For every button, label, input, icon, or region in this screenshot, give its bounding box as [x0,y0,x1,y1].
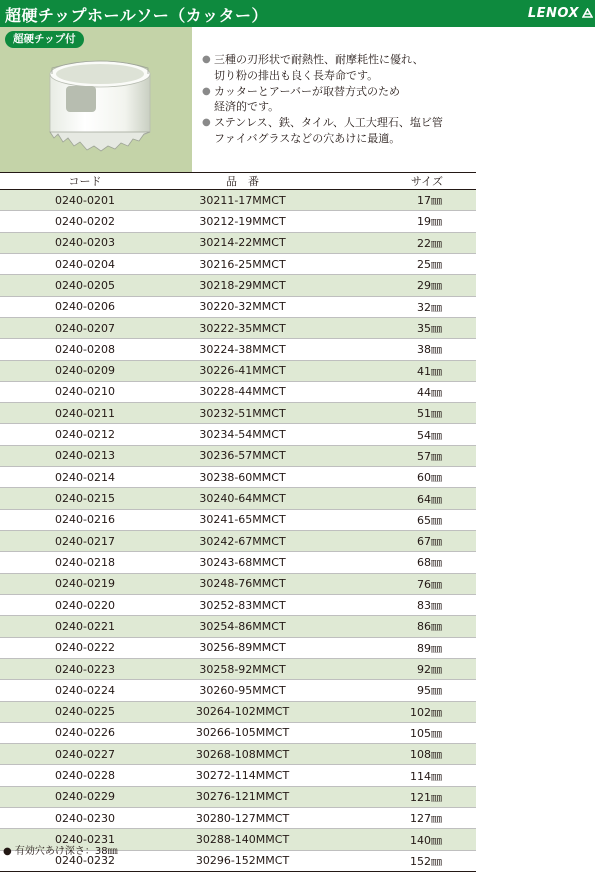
cell-part-number: 30264-102MMCT [170,701,315,722]
cell-size: 51㎜ [315,403,476,424]
cell-size: 65㎜ [315,509,476,530]
drilling-depth-note: ● 有効穴あけ深さ：38㎜ [3,846,118,857]
cell-code: 0240-0217 [0,531,170,552]
cell-code: 0240-0208 [0,339,170,360]
cell-size: 67㎜ [315,531,476,552]
column-header-code: コード [0,173,170,190]
cell-size: 41㎜ [315,360,476,381]
cell-code: 0240-0220 [0,594,170,615]
cell-code: 0240-0214 [0,467,170,488]
cell-part-number: 30260-95MMCT [170,680,315,701]
feature-item: ● カッターとアーバーが取替方式のため 経済的です。 [202,84,582,116]
table-row [0,275,476,296]
table-row [0,488,476,509]
table-body [0,190,476,872]
cell-size: 95㎜ [315,680,476,701]
cell-part-number: 30242-67MMCT [170,531,315,552]
table-row [0,616,476,637]
feature-item: ● ステンレス、鉄、タイル、人工大理石、塩ビ管 ファイバグラスなどの穴あけに最適。 [202,115,582,147]
cell-code: 0240-0202 [0,211,170,232]
cell-code: 0240-0205 [0,275,170,296]
cell-size: 152㎜ [315,850,476,871]
table-row [0,594,476,615]
cell-code: 0240-0213 [0,445,170,466]
table-row [0,531,476,552]
table-row [0,317,476,338]
cell-code: 0240-0231 [0,829,170,850]
cell-code: 0240-0221 [0,616,170,637]
cell-size: 83㎜ [315,594,476,615]
cell-part-number: 30256-89MMCT [170,637,315,658]
cell-part-number: 30212-19MMCT [170,211,315,232]
cell-size: 38㎜ [315,339,476,360]
cell-code: 0240-0207 [0,317,170,338]
table-row [0,744,476,765]
cell-size: 32㎜ [315,296,476,317]
column-header-part-number: 品 番 [170,173,315,190]
cell-part-number: 30232-51MMCT [170,403,315,424]
cell-part-number: 30211-17MMCT [170,190,315,211]
table-row [0,573,476,594]
cell-size: 105㎜ [315,722,476,743]
cell-size: 108㎜ [315,744,476,765]
cell-part-number: 30226-41MMCT [170,360,315,381]
cell-code: 0240-0216 [0,509,170,530]
cell-part-number: 30236-57MMCT [170,445,315,466]
cell-code: 0240-0204 [0,253,170,274]
column-header-size: サイズ [315,173,476,190]
cell-size: 114㎜ [315,765,476,786]
table-row [0,360,476,381]
cell-part-number: 30254-86MMCT [170,616,315,637]
cell-size: 86㎜ [315,616,476,637]
lenox-crest-icon [582,8,593,18]
cell-part-number: 30216-25MMCT [170,253,315,274]
cell-size: 35㎜ [315,317,476,338]
cell-part-number: 30268-108MMCT [170,744,315,765]
table-row [0,296,476,317]
cell-part-number: 30258-92MMCT [170,658,315,679]
cell-part-number: 30280-127MMCT [170,808,315,829]
table-row [0,552,476,573]
brand-logo: LENOX [527,6,579,21]
table-row [0,424,476,445]
cell-part-number: 30266-105MMCT [170,722,315,743]
cell-code: 0240-0223 [0,658,170,679]
table-row [0,680,476,701]
cell-code: 0240-0227 [0,744,170,765]
feature-item: ● 三種の刃形状で耐熱性、耐摩耗性に優れ、 切り粉の排出も良く長寿命です。 [202,52,582,84]
cell-size: 22㎜ [315,232,476,253]
table-row [0,211,476,232]
cell-code: 0240-0215 [0,488,170,509]
cell-size: 19㎜ [315,211,476,232]
cell-size: 29㎜ [315,275,476,296]
hole-saw-image [40,52,160,164]
cell-code: 0240-0201 [0,190,170,211]
cell-code: 0240-0222 [0,637,170,658]
table-row [0,509,476,530]
cell-code: 0240-0228 [0,765,170,786]
cell-code: 0240-0209 [0,360,170,381]
cell-code: 0240-0229 [0,786,170,807]
cell-part-number: 30240-64MMCT [170,488,315,509]
cell-code: 0240-0218 [0,552,170,573]
cell-part-number: 30238-60MMCT [170,467,315,488]
cell-part-number: 30228-44MMCT [170,381,315,402]
cell-size: 76㎜ [315,573,476,594]
cell-size: 68㎜ [315,552,476,573]
cell-size: 44㎜ [315,381,476,402]
cell-part-number: 30220-32MMCT [170,296,315,317]
cell-part-number: 30214-22MMCT [170,232,315,253]
table-row [0,722,476,743]
cell-code: 0240-0211 [0,403,170,424]
cell-part-number: 30276-121MMCT [170,786,315,807]
cell-size: 64㎜ [315,488,476,509]
page-title: 超硬チップホールソー（カッター） [5,6,269,25]
cell-code: 0240-0230 [0,808,170,829]
cell-part-number: 30222-35MMCT [170,317,315,338]
table-row [0,786,476,807]
table-header-row [0,173,476,190]
cell-part-number: 30252-83MMCT [170,594,315,615]
cell-part-number: 30218-29MMCT [170,275,315,296]
table-row [0,808,476,829]
table-row [0,381,476,402]
cell-part-number: 30224-38MMCT [170,339,315,360]
cell-code: 0240-0232 [0,850,170,871]
cell-part-number: 30296-152MMCT [170,850,315,871]
table-row [0,658,476,679]
cell-part-number: 30248-76MMCT [170,573,315,594]
feature-list [202,52,582,147]
cell-part-number: 30241-65MMCT [170,509,315,530]
cell-size: 121㎜ [315,786,476,807]
table-row [0,637,476,658]
table-row [0,339,476,360]
cell-code: 0240-0226 [0,722,170,743]
cell-size: 102㎜ [315,701,476,722]
carbide-tip-badge: 超硬チップ付 [5,31,84,48]
cell-size: 57㎜ [315,445,476,466]
cell-part-number: 30288-140MMCT [170,829,315,850]
cell-size: 127㎜ [315,808,476,829]
cell-size: 140㎜ [315,829,476,850]
cell-part-number: 30234-54MMCT [170,424,315,445]
cell-code: 0240-0203 [0,232,170,253]
cell-code: 0240-0225 [0,701,170,722]
table-row [0,403,476,424]
cell-code: 0240-0219 [0,573,170,594]
cell-part-number: 30272-114MMCT [170,765,315,786]
table-row [0,232,476,253]
cell-size: 17㎜ [315,190,476,211]
page-header [0,0,595,27]
cell-size: 89㎜ [315,637,476,658]
cell-size: 60㎜ [315,467,476,488]
cell-size: 92㎜ [315,658,476,679]
cell-code: 0240-0212 [0,424,170,445]
spec-table [0,172,476,872]
cell-code: 0240-0206 [0,296,170,317]
table-row [0,467,476,488]
table-row [0,701,476,722]
table-row [0,190,476,211]
cell-size: 25㎜ [315,253,476,274]
cell-size: 54㎜ [315,424,476,445]
cell-code: 0240-0224 [0,680,170,701]
table-row [0,445,476,466]
cell-code: 0240-0210 [0,381,170,402]
cell-part-number: 30243-68MMCT [170,552,315,573]
table-row [0,253,476,274]
table-row [0,765,476,786]
